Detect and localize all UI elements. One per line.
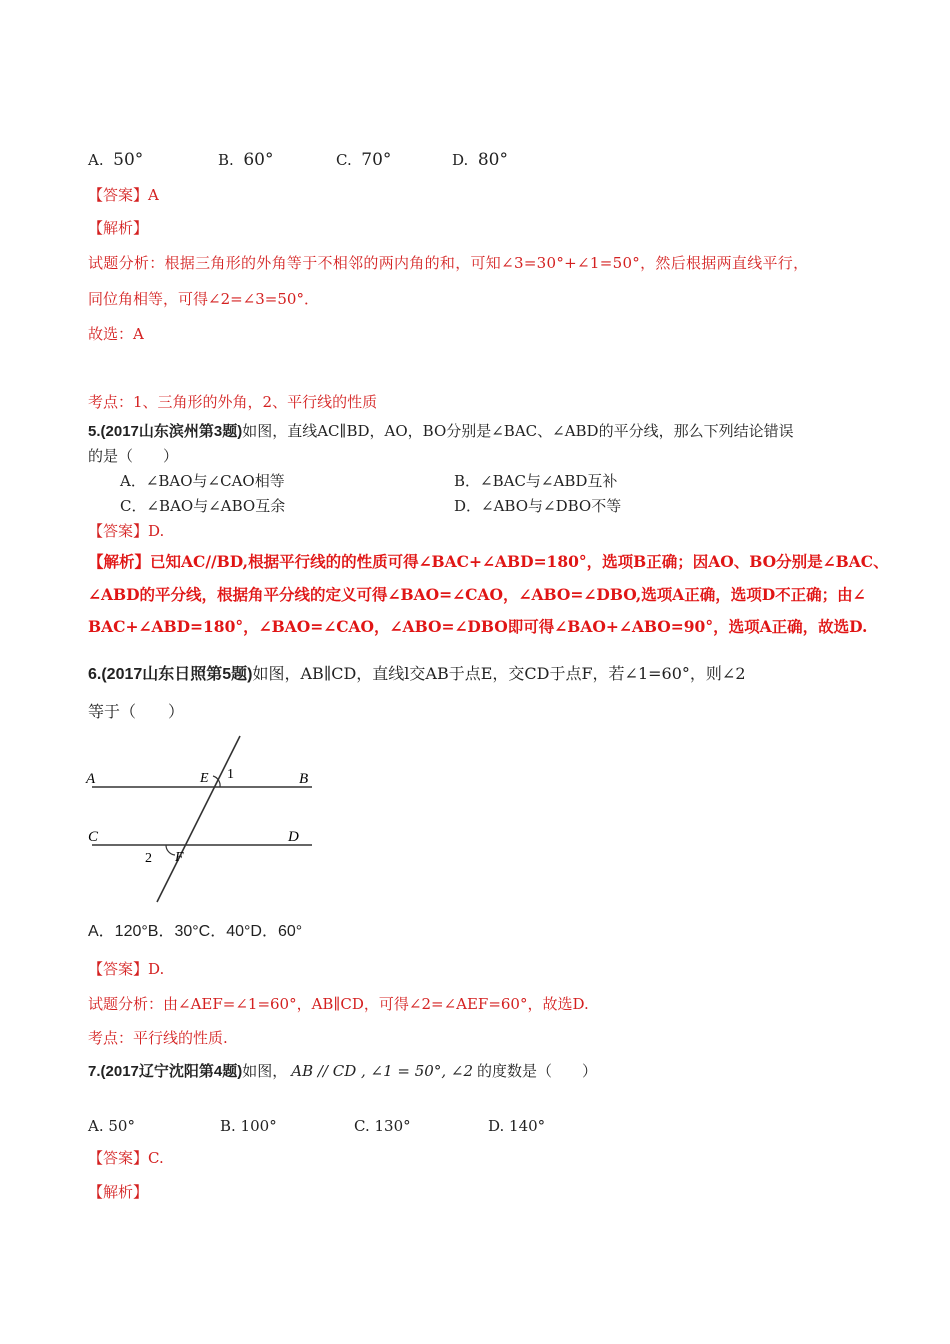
angle-2-arc (166, 845, 175, 855)
label-c: C (88, 829, 99, 845)
q7-stem: 7.(2017辽宁沈阳第4题)如图， AB // CD , ∠1 = 50°, ∠2 的度数是（ ） (88, 1062, 598, 1080)
q7-option-b: B. 100° (220, 1117, 277, 1135)
q6-stem-line2: 等于（ ） (88, 702, 185, 721)
q4-analysis-line1: 试题分析：根据三角形的外角等于不相邻的两内角的和，可知∠3=30°+∠1=50°，然后根据两直线平行， (88, 254, 809, 272)
q5-answer: 【答案】D. (88, 522, 165, 540)
label-e: E (200, 771, 209, 786)
q7-option-a: A. 50° (88, 1117, 135, 1135)
q6-parallel-lines-figure (82, 732, 318, 904)
q5-option-c: C．∠BAO与∠ABO互余 (120, 497, 286, 515)
q7-option-c: C. 130° (354, 1117, 411, 1135)
label-1: 1 (227, 767, 234, 782)
q7-answer: 【答案】C. (88, 1149, 164, 1167)
q5-option-d: D．∠ABO与∠DBO不等 (454, 497, 622, 515)
q6-analysis: 试题分析：由∠AEF=∠1=60°，AB∥CD，可得∠2=∠AEF=60°，故选D. (88, 995, 589, 1013)
q4-analysis-line2: 同位角相等，可得∠2=∠3=50°． (88, 290, 319, 308)
label-2: 2 (145, 851, 152, 866)
q5-option-a: A．∠BAO与∠CAO相等 (120, 472, 285, 490)
label-b: B (299, 771, 309, 787)
q7-analysis-label: 【解析】 (88, 1183, 149, 1201)
q5-stem-line1: 5.(2017山东滨州第3题)如图，直线AC∥BD，AO，BO分别是∠BAC、∠ABD的平分线，那么下列结论错误 (88, 422, 794, 440)
q7-option-d: D. 140° (488, 1117, 546, 1135)
q5-analysis-line1: 【解析】已知AC//BD,根据平行线的的性质可得∠BAC+∠ABD=180°，选项B正确；因AO、BO分别是∠BAC、 (88, 552, 889, 571)
q5-analysis-line3: BAC+∠ABD=180°，∠BAO=∠CAO，∠ABO=∠DBO即可得∠BAO+∠ABO=90°，选项A正确，故选D. (88, 617, 868, 636)
q6-answer: 【答案】D. (88, 960, 165, 978)
q6-stem-line1: 6.(2017山东日照第5题)如图，AB∥CD，直线l交AB于点E，交CD于点F，若∠1=60°，则∠2 (88, 664, 746, 683)
label-f: F (175, 850, 184, 865)
q4-answer: 【答案】A (88, 186, 159, 204)
q4-kaodian: 考点：1、三角形的外角，2、平行线的性质 (88, 393, 378, 411)
q4-option-c: C. 70° (336, 150, 392, 170)
label-d: D (288, 829, 299, 845)
q6-options: A．120°B．30°C．40°D．60° (88, 923, 303, 940)
q5-analysis-line2: ∠ABD的平分线，根据角平分线的定义可得∠BAO=∠CAO，∠ABO=∠DBO,选项A正确，选项D不正确；由∠ (88, 585, 866, 604)
q5-option-b: B．∠BAC与∠ABD互补 (454, 472, 618, 490)
q5-stem-line2: 的是（ ） (88, 447, 179, 465)
q4-choice: 故选：A (88, 325, 144, 343)
transversal-line (157, 736, 240, 902)
q4-option-d: D. 80° (452, 150, 508, 170)
q4-option-a: A. 50° (88, 150, 144, 170)
q4-option-b: B. 60° (218, 150, 274, 170)
label-a: A (86, 771, 96, 787)
q4-analysis-label: 【解析】 (88, 219, 149, 237)
q6-kaodian: 考点：平行线的性质. (88, 1029, 228, 1047)
